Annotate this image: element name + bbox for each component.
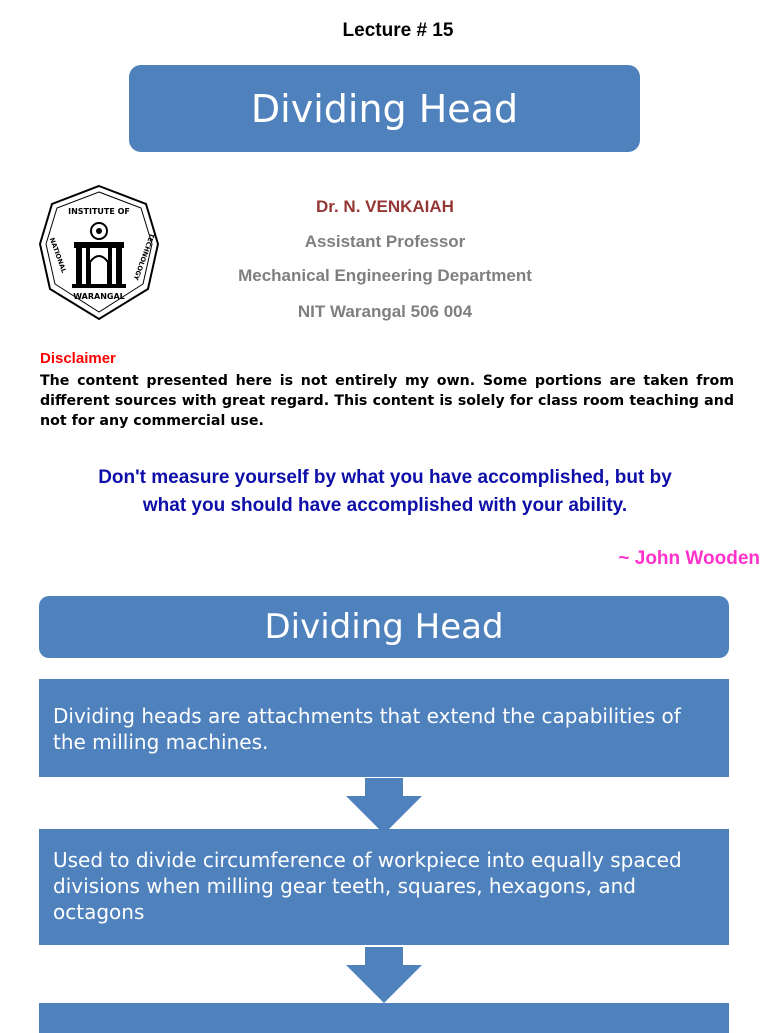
logo-bottom-text: WARANGAL xyxy=(73,292,125,301)
down-arrow-icon xyxy=(346,778,422,834)
author-institute: NIT Warangal 506 004 xyxy=(297,302,473,321)
quote xyxy=(40,464,730,520)
flow-box-2: Used to divide circumference of workpiece into equally spaced divisions when milling gear teeth, squares, hexagons, and octagons xyxy=(39,829,729,945)
disclaimer-heading: Disclaimer xyxy=(40,350,116,367)
flow-title: Dividing Head xyxy=(264,607,504,647)
flow-box-1: Dividing heads are attachments that extend the capabilities of the milling machines. xyxy=(39,679,729,777)
flow-box-3 xyxy=(39,1003,729,1033)
page-title: Dividing Head xyxy=(250,86,519,131)
quote-line-1: Don't measure yourself by what you have accomplished, but by xyxy=(98,467,672,488)
nit-logo-icon xyxy=(38,184,160,322)
disclaimer-text: The content presented here is not entirely my own. Some portions are taken from different sources with great regard. This content is solely for class room teaching and not for any commercial use. xyxy=(40,373,734,429)
quote-author: ~ John Wooden xyxy=(618,548,760,569)
logo-right-text: TECHNOLOGY xyxy=(131,232,157,282)
logo-left-text: NATIONAL xyxy=(47,236,68,275)
lecture-number: Lecture # 15 xyxy=(342,20,454,41)
author-name: Dr. N. VENKAIAH xyxy=(316,197,454,216)
title-banner xyxy=(129,65,640,152)
quote-line-2: what you should have accomplished with your ability. xyxy=(142,495,628,516)
author-position: Assistant Professor xyxy=(304,232,466,251)
logo-top-text: INSTITUTE OF xyxy=(68,207,130,216)
down-arrow-icon xyxy=(346,947,422,1003)
flow-title-banner xyxy=(39,596,729,658)
author-department: Mechanical Engineering Department xyxy=(238,266,532,285)
